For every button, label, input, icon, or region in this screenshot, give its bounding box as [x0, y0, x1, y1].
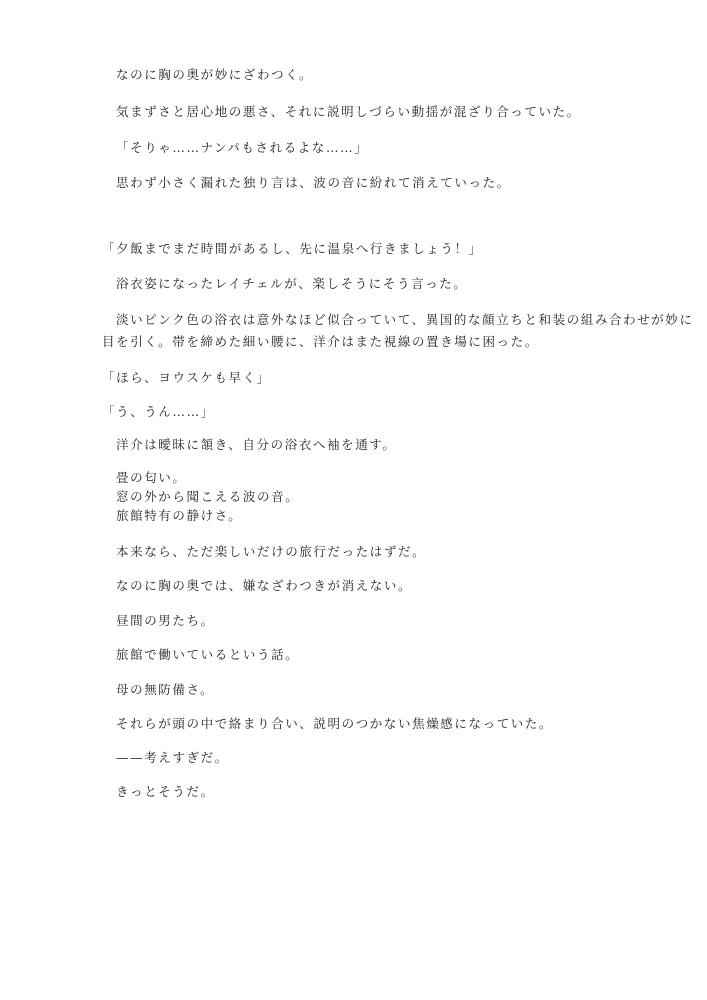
text-line: なのに胸の奥が妙にざわつく。: [116, 67, 314, 82]
text-line: 洋介は曖昧に頷き、自分の浴衣へ袖を通す。: [116, 437, 397, 452]
text-line: 「そりゃ……ナンパもされるよな……」: [116, 140, 369, 155]
text-line: 母の無防備さ。: [116, 682, 215, 697]
text-line: それらが頭の中で絡まり合い、説明のつかない焦燥感になっていた。: [116, 716, 554, 731]
text-line: ——考えすぎだ。: [116, 750, 229, 765]
text-line: 窓の外から聞こえる波の音。: [116, 489, 300, 504]
text-line: 思わず小さく漏れた独り言は、波の音に紛れて消えていった。: [116, 175, 511, 190]
text-line: 畳の匂い。: [116, 470, 187, 485]
text-line: きっとそうだ。: [116, 784, 215, 799]
text-line: 淡いピンク色の浴衣は意外なほど似合っていて、異国的な顔立ちと和装の組み合わせが妙に: [116, 312, 694, 327]
text-line: 旅館で働いているという話。: [116, 647, 300, 662]
text-line: 昼間の男たち。: [116, 613, 215, 628]
text-line: 浴衣姿になったレイチェルが、楽しそうにそう言った。: [116, 276, 468, 291]
text-line: なのに胸の奥では、嫌なざわつきが消えない。: [116, 578, 413, 593]
text-line: 気まずさと居心地の悪さ、それに説明しづらい動揺が混ざり合っていた。: [116, 104, 581, 119]
dialogue-line: 「う、うん……」: [102, 404, 215, 419]
text-line: 本来なら、ただ楽しいだけの旅行だったはずだ。: [116, 544, 427, 559]
dialogue-line: 「ほら、ヨウスケも早く」: [102, 370, 271, 385]
text-line-continuation: 目を引く。帯を締めた細い腰に、洋介はまた視線の置き場に困った。: [102, 334, 539, 349]
dialogue-line: 「夕飯までまだ時間があるし、先に温泉へ行きましょう！」: [102, 241, 483, 256]
text-line: 旅館特有の静けさ。: [116, 508, 243, 523]
